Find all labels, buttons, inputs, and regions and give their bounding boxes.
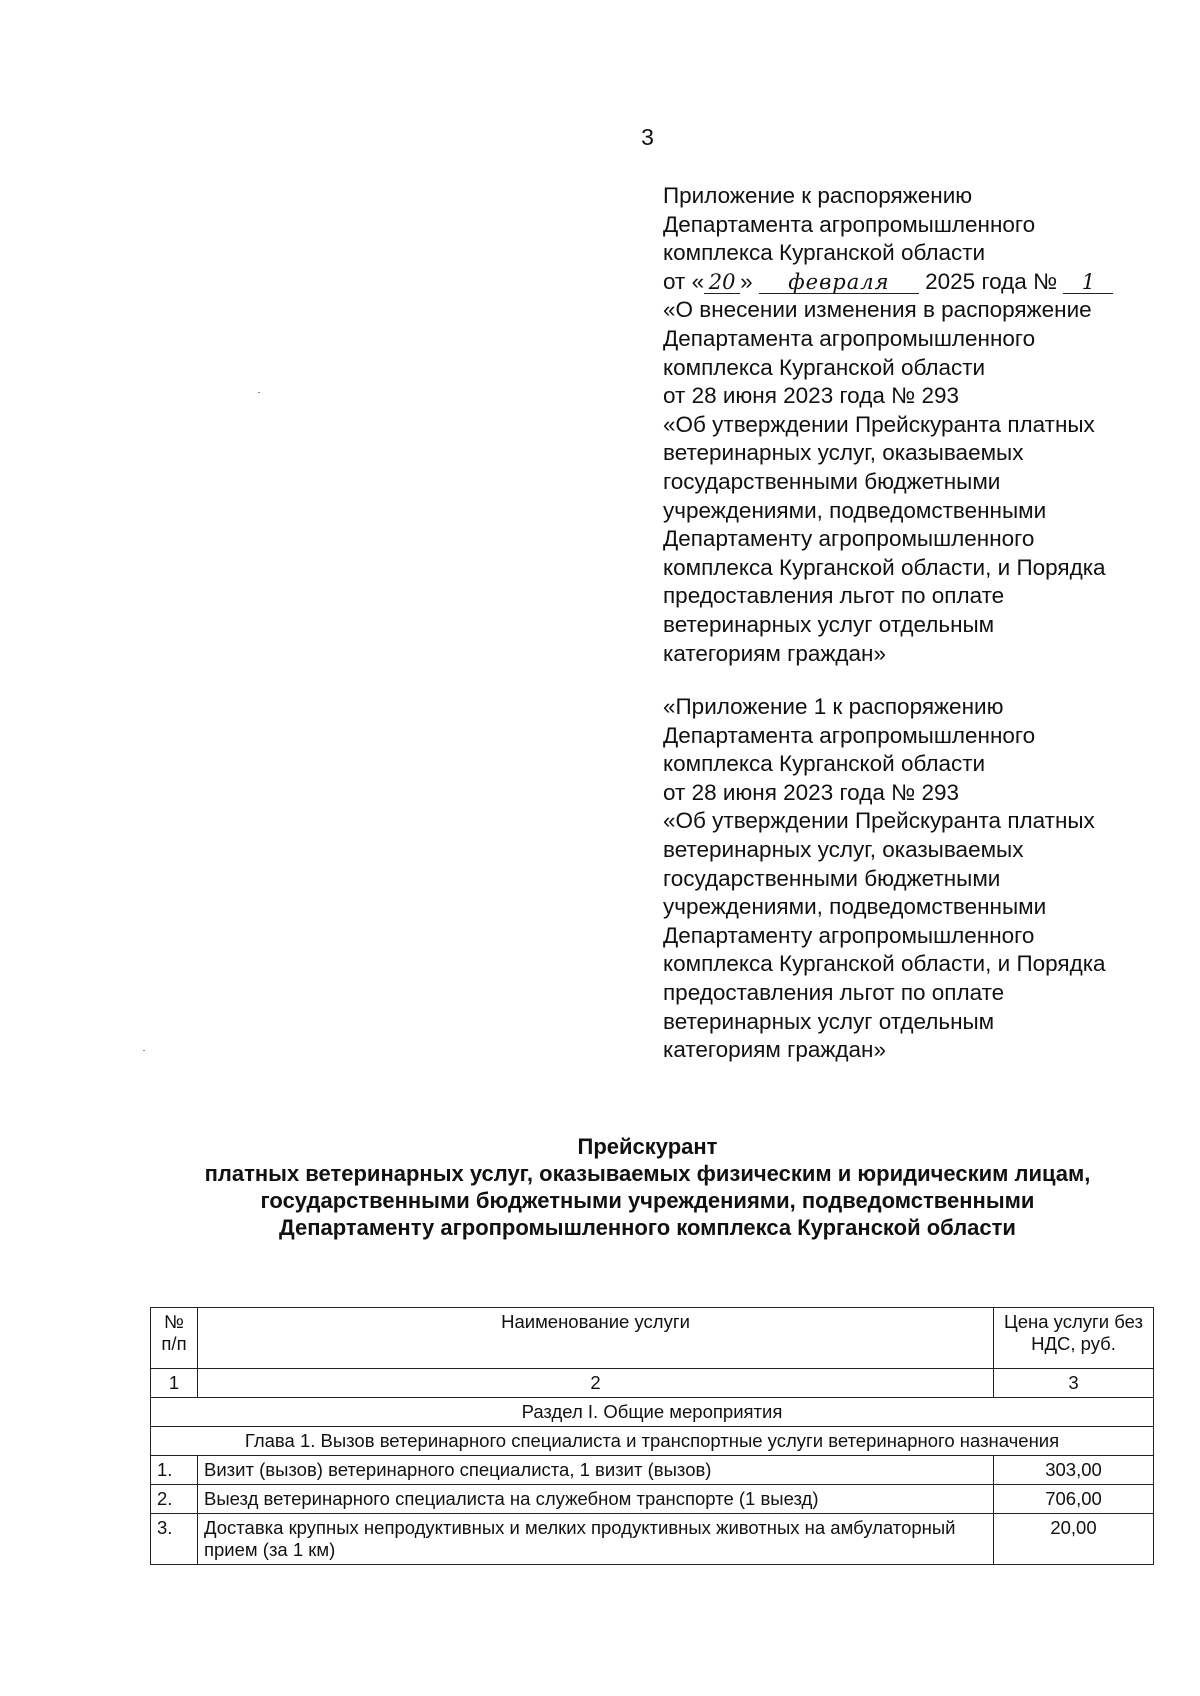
table-row	[151, 1514, 1154, 1565]
appendix-line: Департаменту агропромышленного	[663, 526, 1035, 552]
appendix-line: ветеринарных услуг отдельным	[663, 1008, 995, 1034]
row-name: Выезд ветеринарного специалиста на служебном транспорте (1 выезд)	[198, 1485, 994, 1514]
table-header-row	[151, 1308, 1154, 1369]
column-number-row	[151, 1369, 1154, 1398]
price-list-title	[0, 1133, 1200, 1241]
appendix-line: от 28 июня 2023 года № 293	[663, 383, 960, 409]
handwritten-number: 1	[1063, 271, 1113, 294]
table-row	[151, 1485, 1154, 1514]
date-mid: »	[740, 268, 753, 294]
appendix-line: комплекса Курганской области	[663, 240, 986, 266]
date-year: 2025 года №	[925, 268, 1058, 294]
row-num: 2.	[151, 1485, 198, 1514]
appendix-line: комплекса Курганской области	[663, 354, 986, 380]
row-price: 706,00	[994, 1485, 1154, 1514]
appendix-line: ветеринарных услуг отдельным	[663, 611, 995, 637]
row-price: 20,00	[994, 1514, 1154, 1565]
appendix-line: категориям граждан»	[663, 640, 887, 666]
row-name: Визит (вызов) ветеринарного специалиста, 1 визит (вызов)	[198, 1456, 994, 1485]
column-number: 1	[151, 1369, 198, 1398]
appendix-line: «Об утверждении Прейскуранта платных	[663, 808, 1095, 834]
appendix-line: «Об утверждении Прейскуранта платных	[663, 411, 1095, 437]
appendix-line: от 28 июня 2023 года № 293	[663, 779, 960, 805]
appendix-line: Департаменту агропромышленного	[663, 922, 1035, 948]
row-name: Доставка крупных непродуктивных и мелких продуктивных животных на амбулаторный прием (за 1 км)	[198, 1514, 994, 1565]
appendix-line: ветеринарных услуг, оказываемых	[663, 440, 1024, 466]
appendix-line: ветеринарных услуг, оказываемых	[663, 836, 1024, 862]
page-number: 3	[641, 124, 654, 150]
title-line: Прейскурант	[577, 1134, 718, 1159]
appendix-line: комплекса Курганской области	[663, 751, 986, 777]
appendix-header-amendment	[663, 182, 1113, 668]
column-number: 3	[994, 1369, 1154, 1398]
appendix-line: комплекса Курганской области, и Порядка	[663, 554, 1106, 580]
row-num: 3.	[151, 1514, 198, 1565]
price-table	[150, 1307, 1154, 1565]
appendix-line: «Приложение 1 к распоряжению	[663, 694, 1004, 719]
appendix-line: Департамента агропромышленного	[663, 211, 1036, 237]
appendix-line: Приложение к распоряжению	[663, 183, 973, 208]
appendix-line: учреждениями, подведомственными	[663, 894, 1047, 920]
appendix-line: предоставления льгот по оплате	[663, 979, 1005, 1005]
header-name: Наименование услуги	[198, 1308, 994, 1369]
appendix-header-original	[663, 693, 1106, 1065]
row-num: 1.	[151, 1456, 198, 1485]
appendix-line: государственными бюджетными	[663, 865, 1001, 891]
section-row	[151, 1398, 1154, 1427]
appendix-line: категориям граждан»	[663, 1037, 887, 1063]
title-line: государственными бюджетными учреждениями, подведомственными	[260, 1188, 1035, 1213]
scan-speck	[258, 392, 260, 393]
appendix-line: «О внесении изменения в распоряжение	[663, 297, 1092, 323]
chapter-title: Глава 1. Вызов ветеринарного специалиста и транспортные услуги ветеринарного назначения	[151, 1427, 1154, 1456]
header-price: Цена услуги без НДС, руб.	[994, 1308, 1154, 1369]
handwritten-day: 20	[704, 271, 740, 294]
date-line	[663, 268, 1113, 297]
appendix-line: предоставления льгот по оплате	[663, 583, 1005, 609]
date-prefix: от «	[663, 268, 705, 294]
appendix-line: комплекса Курганской области, и Порядка	[663, 951, 1106, 977]
row-price: 303,00	[994, 1456, 1154, 1485]
title-line: платных ветеринарных услуг, оказываемых физическим и юридическим лицам,	[204, 1161, 1091, 1186]
title-line: Департаменту агропромышленного комплекса Курганской области	[279, 1215, 1016, 1240]
appendix-line: учреждениями, подведомственными	[663, 497, 1047, 523]
handwritten-month: февраля	[759, 271, 919, 294]
chapter-row	[151, 1427, 1154, 1456]
appendix-line: Департамента агропромышленного	[663, 325, 1036, 351]
scan-speck	[143, 1050, 145, 1051]
section-title: Раздел I. Общие мероприятия	[151, 1398, 1154, 1427]
table-row	[151, 1456, 1154, 1485]
column-number: 2	[198, 1369, 994, 1398]
appendix-line: государственными бюджетными	[663, 468, 1001, 494]
appendix-line: Департамента агропромышленного	[663, 722, 1036, 748]
header-num: № п/п	[151, 1308, 198, 1369]
